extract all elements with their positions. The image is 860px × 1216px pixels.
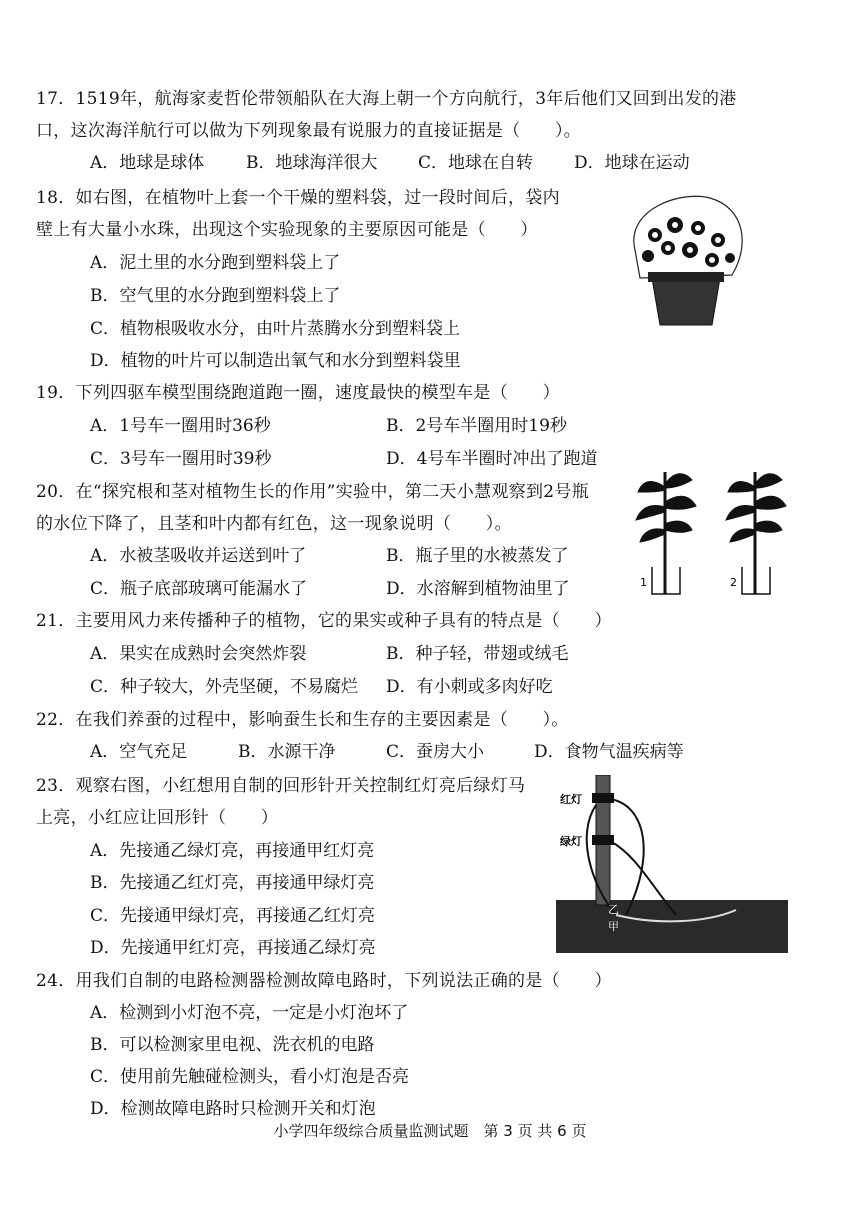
q21-option-d: D．有小刺或多肉好吃 — [386, 677, 553, 697]
paperclip-switch-circuit-figure — [556, 775, 788, 953]
q20-option-c: C．瓶子底部玻璃可能漏水了 — [90, 579, 308, 599]
q18-stem-line-1: 18．如右图，在植物叶上套一个干燥的塑料袋，过一段时间后，袋内 — [36, 188, 560, 208]
q22-option-c: C．蚕房大小 — [386, 742, 485, 762]
q24-option-c: C．使用前先触碰检测头，看小灯泡是否亮 — [90, 1067, 410, 1087]
q23-stem-line-2: 上亮，小红应让回形针（ ） — [36, 808, 279, 828]
q21-option-c: C．种子较大，外壳坚硬，不易腐烂 — [90, 677, 359, 697]
q19-option-c: C．3号车一圈用时39秒 — [90, 449, 272, 469]
q23-option-d: D．先接通甲红灯亮，再接通乙绿灯亮 — [90, 938, 376, 958]
q22-option-d: D．食物气温疾病等 — [534, 742, 684, 762]
q18-option-b: B．空气里的水分跑到塑料袋上了 — [90, 286, 341, 306]
q23-option-b: B．先接通乙红灯亮，再接通甲绿灯亮 — [90, 873, 375, 893]
q19-option-a: A．1号车一圈用时36秒 — [90, 416, 271, 436]
q20-option-b: B．瓶子里的水被蒸发了 — [386, 546, 569, 566]
q23-option-a: A．先接通乙绿灯亮，再接通甲红灯亮 — [90, 841, 375, 861]
q17-stem-line-2: 口，这次海洋航行可以做为下列现象最有说服力的直接证据是（ ）。 — [36, 121, 582, 141]
q19-stem-line-1: 19．下列四驱车模型围绕跑道跑一圈，速度最快的模型车是（ ） — [36, 383, 560, 403]
bottle-2-label: 2 — [730, 576, 737, 589]
q21-option-a: A．果实在成熟时会突然炸裂 — [90, 644, 307, 664]
q24-option-a: A．检测到小灯泡不亮，一定是小灯泡坏了 — [90, 1003, 409, 1023]
contact-yi-label: 乙 — [608, 903, 619, 916]
q24-option-b: B．可以检测家里电视、洗衣机的电路 — [90, 1035, 375, 1055]
q17-option-a: A．地球是球体 — [90, 153, 205, 173]
q17-stem-line-1: 17．1519年，航海家麦哲伦带领船队在大海上朝一个方向航行，3年后他们又回到出发的港 — [36, 89, 737, 109]
q24-option-d: D．检测故障电路时只检测开关和灯泡 — [90, 1099, 376, 1119]
q23-option-c: C．先接通甲绿灯亮，再接通乙红灯亮 — [90, 906, 376, 926]
q18-stem-line-2: 壁上有大量小水珠，出现这个实验现象的主要原因可能是（ ） — [36, 220, 538, 240]
q24-stem-line-1: 24．用我们自制的电路检测器检测故障电路时，下列说法正确的是（ ） — [36, 971, 612, 991]
q20-stem-line-1: 20．在“探究根和茎对植物生长的作用”实验中，第二天小慧观察到2号瓶 — [36, 482, 590, 502]
green-lamp-label: 绿灯 — [560, 835, 582, 848]
bagged-plant-figure — [620, 190, 750, 330]
plant-bottles-figure — [630, 462, 790, 602]
q17-option-c: C．地球在自转 — [418, 153, 534, 173]
q21-option-b: B．种子轻，带翅或绒毛 — [386, 644, 569, 664]
q17-option-b: B．地球海洋很大 — [246, 153, 378, 173]
bottle-1-label: 1 — [640, 576, 647, 589]
q23-stem-line-1: 23．观察右图，小红想用自制的回形针开关控制红灯亮后绿灯马 — [36, 776, 526, 796]
q22-option-a: A．空气充足 — [90, 742, 188, 762]
page-footer: 小学四年级综合质量监测试题 第 3 页 共 6 页 — [273, 1122, 587, 1140]
q18-option-a: A．泥土里的水分跑到塑料袋上了 — [90, 253, 341, 273]
q19-option-b: B．2号车半圈用时19秒 — [386, 416, 567, 436]
contact-jia-label: 甲 — [608, 920, 619, 933]
q18-option-d: D．植物的叶片可以制造出氧气和水分到塑料袋里 — [90, 351, 461, 371]
red-lamp-label: 红灯 — [560, 793, 582, 806]
q18-option-c: C．植物根吸收水分，由叶片蒸腾水分到塑料袋上 — [90, 319, 461, 339]
q22-option-b: B．水源干净 — [238, 742, 336, 762]
q19-option-d: D．4号车半圈时冲出了跑道 — [386, 449, 598, 469]
q22-stem-line-1: 22．在我们养蚕的过程中，影响蚕生长和生存的主要因素是（ ）。 — [36, 710, 569, 730]
q20-option-a: A．水被茎吸收并运送到叶了 — [90, 546, 307, 566]
q20-option-d: D．水溶解到植物油里了 — [386, 579, 570, 599]
q21-stem-line-1: 21．主要用风力来传播种子的植物，它的果实或种子具有的特点是（ ） — [36, 611, 612, 631]
q17-option-d: D．地球在运动 — [574, 153, 690, 173]
q20-stem-line-2: 的水位下降了，且茎和叶内都有红色，这一现象说明（ ）。 — [36, 514, 512, 534]
